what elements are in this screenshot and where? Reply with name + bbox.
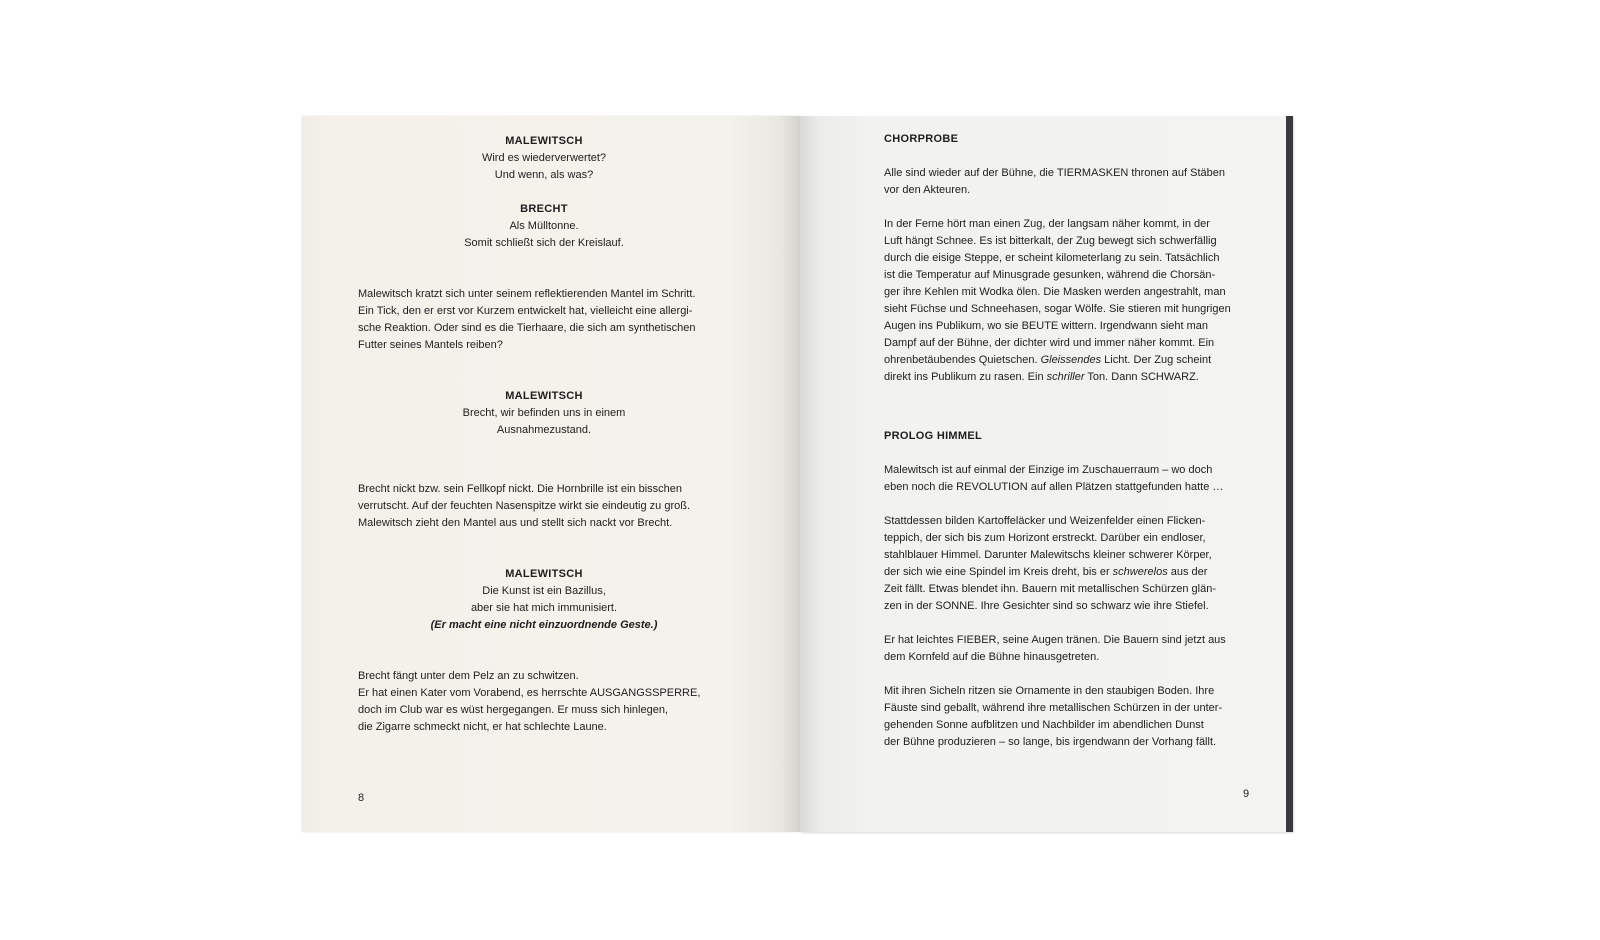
text-line: Malewitsch kratzt sich unter seinem reflektierenden Mantel im Schritt. bbox=[358, 288, 696, 300]
speaker-name: MALEWITSCH bbox=[505, 135, 583, 147]
text-line: Ein Tick, den er erst vor Kurzem entwickelt hat, vielleicht eine allergi- bbox=[358, 305, 693, 317]
stage-paragraph bbox=[884, 165, 1256, 199]
dialogue-block bbox=[358, 388, 730, 439]
text-line: gehenden Sonne aufblitzen und Nachbilder im abendlichen Dunst bbox=[884, 719, 1204, 731]
text-line: Malewitsch ist auf einmal der Einzige im Zuschauerraum – wo doch bbox=[884, 464, 1213, 476]
section-heading: CHORPROBE bbox=[884, 133, 959, 145]
text-line: doch im Club war es wüst hergegangen. Er muss sich hinlegen, bbox=[358, 704, 668, 716]
text-line: der Bühne produzieren – so lange, bis irgendwann der Vorhang fällt. bbox=[884, 736, 1217, 748]
text-fragment: Ton. Dann SCHWARZ. bbox=[1084, 371, 1199, 383]
text-line: Er hat leichtes FIEBER, seine Augen tränen. Die Bauern sind jetzt aus bbox=[884, 634, 1226, 646]
stage-paragraph bbox=[884, 216, 1256, 386]
dialogue-block bbox=[358, 566, 730, 634]
text-line: Mit ihren Sicheln ritzen sie Ornamente in den staubigen Boden. Ihre bbox=[884, 685, 1215, 697]
text-fragment: direkt ins Publikum zu rasen. Ein bbox=[884, 371, 1047, 383]
text-line: ger ihre Kehlen mit Wodka ölen. Die Masken werden angestrahlt, man bbox=[884, 286, 1226, 298]
text-line: durch die eisige Steppe, er scheint kilometerlang zu sein. Tatsächlich bbox=[884, 252, 1220, 264]
text-line: teppich, der sich bis zum Horizont erstreckt. Darüber ein endloser, bbox=[884, 532, 1206, 544]
dialogue-line: Brecht, wir befinden uns in einem bbox=[462, 407, 626, 419]
italic-text: schwerelos bbox=[1112, 566, 1168, 578]
text-fragment: der sich wie eine Spindel im Kreis dreht, bis er bbox=[884, 566, 1113, 578]
text-line: Brecht fängt unter dem Pelz an zu schwitzen. bbox=[358, 670, 579, 682]
text-line: Dampf auf der Bühne, der dichter wird und immer näher kommt. Ein bbox=[884, 337, 1215, 349]
text-line: die Zigarre schmeckt nicht, er hat schlechte Laune. bbox=[358, 721, 607, 733]
dialogue-line: Und wenn, als was? bbox=[494, 169, 594, 181]
stage-paragraph bbox=[358, 286, 730, 354]
right-page bbox=[800, 116, 1293, 832]
left-page bbox=[303, 116, 800, 832]
dialogue-line: Die Kunst ist ein Bazillus, bbox=[482, 585, 606, 597]
text-line: Zeit fällt. Etwas blendet ihn. Bauern mit metallischen Schürzen glän- bbox=[884, 583, 1216, 595]
italic-text: schriller bbox=[1046, 371, 1085, 383]
stage-paragraph bbox=[884, 513, 1256, 615]
dialogue-block bbox=[358, 201, 730, 252]
stage-direction: (Er macht eine nicht einzuordnende Geste.) bbox=[430, 619, 658, 631]
dialogue-line: Als Mülltonne. bbox=[509, 220, 579, 232]
dialogue-line: Wird es wiederverwertet? bbox=[481, 152, 607, 164]
speaker-name: MALEWITSCH bbox=[505, 390, 583, 402]
dialogue-block bbox=[358, 133, 730, 184]
stage-paragraph bbox=[884, 632, 1256, 666]
text-line: Fäuste sind geballt, während ihre metallischen Schürzen in der unter- bbox=[884, 702, 1223, 714]
dialogue-line: aber sie hat mich immunisiert. bbox=[470, 602, 618, 614]
text-line: Futter seines Mantels reiben? bbox=[358, 339, 503, 351]
text-line: Malewitsch zieht den Mantel aus und stellt sich nackt vor Brecht. bbox=[358, 517, 673, 529]
page-number: 8 bbox=[358, 792, 365, 804]
page-number: 9 bbox=[1243, 788, 1250, 800]
text-line: zen in der SONNE. Ihre Gesichter sind so schwarz wie ihre Stiefel. bbox=[884, 600, 1209, 612]
text-line: sche Reaktion. Oder sind es die Tierhaare, die sich am synthetischen bbox=[358, 322, 696, 334]
speaker-name: BRECHT bbox=[520, 203, 568, 215]
italic-text: Gleissendes bbox=[1040, 354, 1102, 366]
text-fragment: Licht. Der Zug scheint bbox=[1101, 354, 1212, 366]
text-line: Luft hängt Schnee. Es ist bitterkalt, der Zug bewegt sich schwerfällig bbox=[884, 235, 1217, 247]
stage-paragraph bbox=[884, 462, 1256, 496]
text-line: vor den Akteuren. bbox=[884, 184, 971, 196]
text-line: Er hat einen Kater vom Vorabend, es herrschte AUSGANGSSPERRE, bbox=[358, 687, 701, 699]
section-heading: PROLOG HIMMEL bbox=[884, 430, 983, 442]
text-line: stahlblauer Himmel. Darunter Malewitschs kleiner schwerer Körper, bbox=[884, 549, 1212, 561]
right-page-text bbox=[884, 131, 1256, 751]
text-line: Augen ins Publikum, wo sie BEUTE wittern. Irgendwann sieht man bbox=[884, 320, 1209, 332]
text-line: Alle sind wieder auf der Bühne, die TIERMASKEN thronen auf Stäben bbox=[884, 167, 1225, 179]
text-line: Brecht nickt bzw. sein Fellkopf nickt. Die Hornbrille ist ein bisschen bbox=[358, 483, 683, 495]
stage-paragraph bbox=[358, 481, 730, 532]
stage-paragraph bbox=[884, 683, 1256, 751]
stage-paragraph bbox=[358, 668, 730, 736]
text-line: sieht Füchse und Schneehasen, sogar Wölfe. Sie stieren mit hungrigen bbox=[884, 303, 1231, 315]
dialogue-line: Somit schließt sich der Kreislauf. bbox=[464, 237, 624, 249]
text-line: verrutscht. Auf der feuchten Nasenspitze wirkt sie eindeutig zu groß. bbox=[358, 500, 690, 512]
text-fragment: aus der bbox=[1167, 566, 1208, 578]
text-line: Stattdessen bilden Kartoffeläcker und Weizenfelder einen Flicken- bbox=[884, 515, 1206, 527]
speaker-name: MALEWITSCH bbox=[505, 568, 583, 580]
left-page-text bbox=[358, 133, 730, 736]
text-fragment: ohrenbetäubendes Quietschen. bbox=[884, 354, 1041, 366]
text-line: In der Ferne hört man einen Zug, der langsam näher kommt, in der bbox=[884, 218, 1210, 230]
text-line: dem Kornfeld auf die Bühne hinausgetreten. bbox=[884, 651, 1100, 663]
text-line: ist die Temperatur auf Minusgrade gesunken, während die Chorsän- bbox=[884, 269, 1216, 281]
dialogue-line: Ausnahmezustand. bbox=[496, 424, 592, 436]
text-line: eben noch die REVOLUTION auf allen Plätzen stattgefunden hatte … bbox=[884, 481, 1224, 493]
